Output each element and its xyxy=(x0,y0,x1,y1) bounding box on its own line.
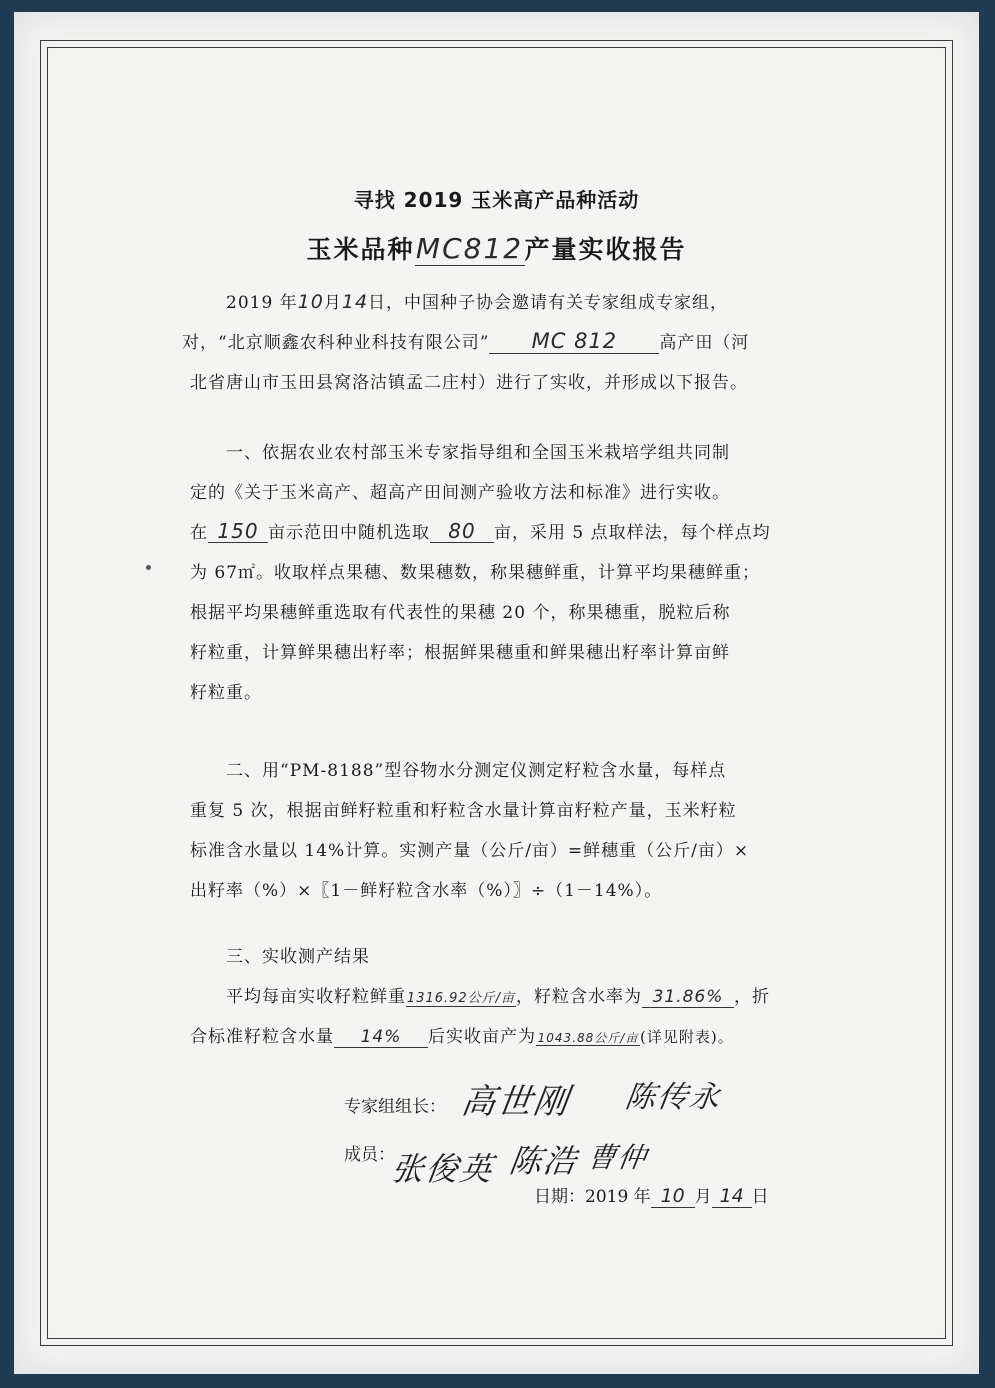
intro-month: 10 xyxy=(297,291,324,313)
intro-line-1: 2019 年10月14日，中国种子协会邀请有关专家组成专家组， xyxy=(226,291,729,313)
subtitle-suffix: 产量实收报告 xyxy=(524,235,687,264)
page-title: 寻找 2019 玉米高产品种活动 xyxy=(353,188,640,212)
section-2 xyxy=(190,756,825,916)
yield-handwritten: 1043.88公斤/亩 xyxy=(537,1031,639,1045)
member-signature-1: 张俊英 xyxy=(389,1150,497,1188)
standard-moisture-handwritten: 14% xyxy=(334,1028,428,1048)
intro-paragraph xyxy=(182,288,825,408)
section3-line-1: 平均每亩实收籽粒鲜重1316.92公斤/亩，籽粒含水率为 31.86% ，折 xyxy=(226,987,770,1007)
moisture-handwritten: 31.86% xyxy=(642,988,734,1008)
section1-line-2: 定的《关于玉米高产、超高产田间测产验收方法和标准》进行实收。 xyxy=(190,483,730,503)
intro-line-3: 北省唐山市玉田县窝洛沽镇孟二庄村）进行了实收，并形成以下报告。 xyxy=(190,373,748,393)
section3-line-2: 合标准籽粒含水量 14% 后实收亩产为 1043.88公斤/亩 (详见附表)。 xyxy=(190,1027,734,1047)
subtitle-prefix: 玉米品种 xyxy=(306,235,415,264)
section1-line-5: 根据平均果穗鲜重选取有代表性的果穗 20 个，称果穗重，脱粒后称 xyxy=(190,603,731,623)
fresh-weight-handwritten: 1316.92公斤/亩 xyxy=(406,991,516,1006)
section2-line-1: 二、用“PM-8188”型谷物水分测定仪测定籽粒含水量，每样点 xyxy=(226,761,727,781)
section-1 xyxy=(190,438,825,718)
intro-day: 14 xyxy=(341,291,369,313)
leader-signature-2: 陈传永 xyxy=(623,1080,724,1115)
date-day-handwritten: 14 xyxy=(712,1186,752,1208)
total-area-handwritten: 150 xyxy=(208,520,268,543)
report-subtitle xyxy=(14,230,979,266)
section-3 xyxy=(190,942,825,1062)
document-content xyxy=(14,12,979,1374)
section2-line-2: 重复 5 次，根据亩鲜籽粒重和籽粒含水量计算亩籽粒产量，玉米籽粒 xyxy=(190,801,737,821)
sample-area-handwritten: 80 xyxy=(430,520,494,543)
leader-label: 专家组组长： xyxy=(344,1097,446,1117)
intro-variety-handwritten: MC 812 xyxy=(489,330,659,354)
section1-line-1: 一、依据农业农村部玉米专家指导组和全国玉米栽培学组共同制 xyxy=(226,443,730,463)
section1-line-3: 在 150 亩示范田中随机选取 80 亩，采用 5 点取样法，每个样点均 xyxy=(190,519,771,543)
section2-line-4: 出籽率（%）×〖1－鲜籽粒含水率（%）〗÷（1－14%）。 xyxy=(190,881,663,901)
section1-line-7: 籽粒重。 xyxy=(190,683,262,703)
members-label: 成员： xyxy=(344,1145,395,1165)
leader-signature-1: 高世刚 xyxy=(458,1082,573,1122)
section2-line-3: 标准含水量以 14%计算。实测产量（公斤/亩）=鲜穗重（公斤/亩）× xyxy=(190,841,750,861)
intro-line-2: 对，“北京顺鑫农科种业科技有限公司” MC 812 高产田（河 xyxy=(182,329,750,353)
section1-line-4: 为 67㎡。收取样点果穗、数果穗数，称果穗鲜重，计算平均果穗鲜重； xyxy=(190,563,761,583)
report-date: 日期：2019 年 10 月 14 日 xyxy=(534,1185,769,1207)
date-month-handwritten: 10 xyxy=(651,1186,695,1208)
section3-heading: 三、实收测产结果 xyxy=(226,947,370,967)
member-signature-2: 陈浩 xyxy=(507,1142,581,1180)
variety-handwritten: MC812 xyxy=(415,232,524,265)
section1-line-6: 籽粒重，计算鲜果穗出籽率；根据鲜果穗重和鲜果穗出籽率计算亩鲜 xyxy=(190,643,730,663)
member-signature-3: 曹仲 xyxy=(585,1141,651,1174)
document-sheet xyxy=(14,12,979,1374)
